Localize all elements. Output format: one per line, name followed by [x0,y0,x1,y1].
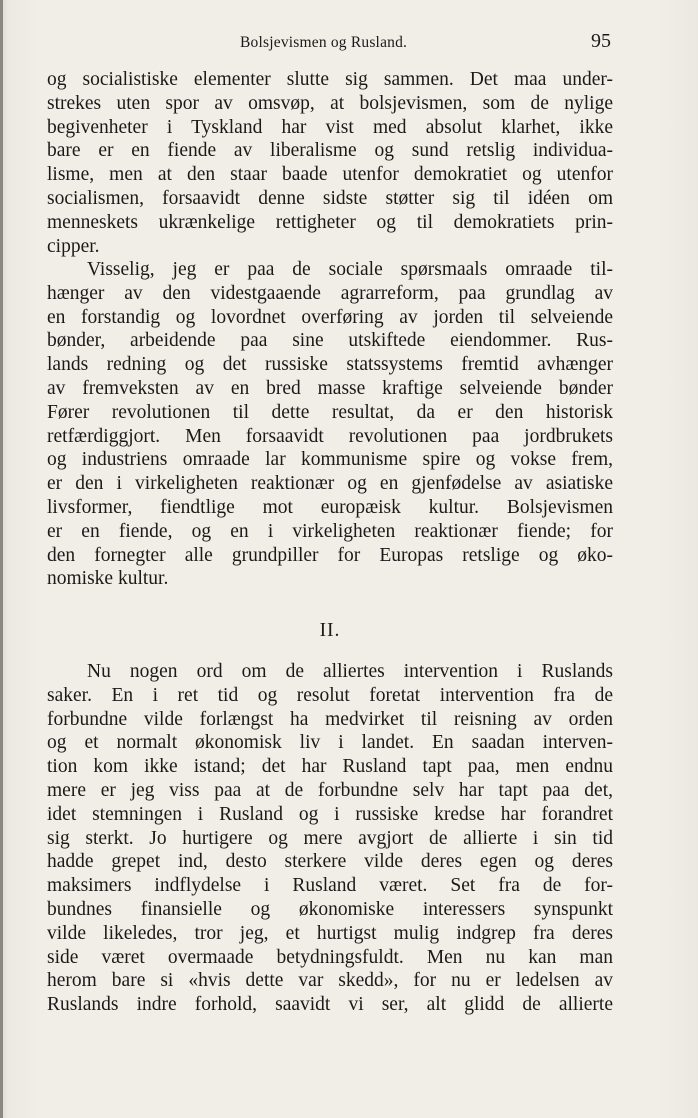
text-line: livsformer, fiendtlige mot europæisk kultur. Bolsjevismen [47,496,613,518]
paragraph-1 [47,68,613,258]
text-line: Visselig, jeg er paa de sociale spørsmaals omraade til- [87,259,613,280]
text-line: sig sterkt. Jo hurtigere og mere avgjort de allierte i sin tid [47,827,613,849]
text-line: side været overmaade betydningsfuldt. Men nu kan man [47,946,613,968]
text-line: tion kom ikke istand; det har Rusland tapt paa, men endnu [47,756,613,778]
text-line: socialismen, forsaavidt denne sidste støtter sig til idéen om [47,187,613,209]
text-line: og industriens omraade lar kommunisme spire og vokse frem, [47,449,613,471]
text-line: hadde grepet ind, desto sterkere vilde deres egen og deres [47,851,613,873]
text-line: cipper. [47,235,100,257]
text-line: saker. En i ret tid og resolut foretat intervention fra de [47,684,613,706]
text-line: maksimers indflydelse i Rusland været. Set fra de for- [47,875,613,897]
text-line: Nu nogen ord om de alliertes intervention i Ruslands [87,661,613,682]
text-line: er en fiende, og en i virkeligheten reaktionær fiende; for [47,520,613,542]
text-line: bønder, arbeidende paa sine utskiftede eiendommer. Rus- [47,330,613,352]
text-line: idet stemningen i Rusland og i russiske kredse har forandret [47,803,613,825]
text-line: forbundne vilde forlængst ha medvirket til reisning av orden [47,708,613,730]
text-line: Fører revolutionen til dette resultat, da er den historisk [47,401,613,423]
text-line: strekes uten spor av omsvøp, at bolsjevismen, som de nylige [47,92,613,114]
text-line: retfærdiggjort. Men forsaavidt revolutionen paa jordbrukets [47,425,613,447]
text-line: en forstandig og lovordnet overføring av jorden til selveiende [47,306,613,328]
paragraph-3 [47,660,613,1017]
text-line: den fornegter alle grundpiller for Europas retslige og øko- [47,544,613,566]
text-line: Ruslands indre forhold, saavidt vi ser, alt glidd de allierte [47,994,613,1016]
text-line: nomiske kultur. [47,568,169,590]
text-line: lisme, men at den staar baade utenfor demokratiet og utenfor [47,164,613,186]
section-heading: II. [319,620,341,641]
text-line: herom bare si «hvis dette var skedd», for nu er ledelsen av [47,970,613,992]
text-line: hænger av den videstgaaende agrarreform, paa grundlag av [47,282,613,304]
text-line: begivenheter i Tyskland har vist med absolut klarhet, ikke [47,116,613,138]
text-line: og socialistiske elementer slutte sig sammen. Det maa under- [47,69,613,90]
text-line: mere er jeg viss paa at de forbundne selv har tapt paa det, [47,779,613,801]
text-line: av fremveksten av en bred masse kraftige selveiende bønder [47,377,613,399]
paragraph-2 [47,258,613,591]
text-line: er den i virkeligheten reaktionær og en gjenfødelse av asiatiske [47,473,613,495]
text-line: lands redning og det russiske statssystems fremtid avhænger [47,354,613,376]
running-header [0,30,698,54]
text-line: bundnes finansielle og økonomiske interessers synspunkt [47,898,613,920]
running-title: Bolsjevismen og Rusland. [240,34,408,51]
page-binding-edge [0,0,3,1118]
page-number: 95 [591,30,611,52]
text-line: og et normalt økonomisk liv i landet. En saadan interven- [47,732,613,754]
text-line: menneskets ukrænkelige rettigheter og til demokratiets prin- [47,211,613,233]
text-line: bare er en fiende av liberalisme og sund retslig individua- [47,140,613,162]
text-line: vilde likeledes, tror jeg, et hurtigst mulig indgrep fra deres [47,922,613,944]
